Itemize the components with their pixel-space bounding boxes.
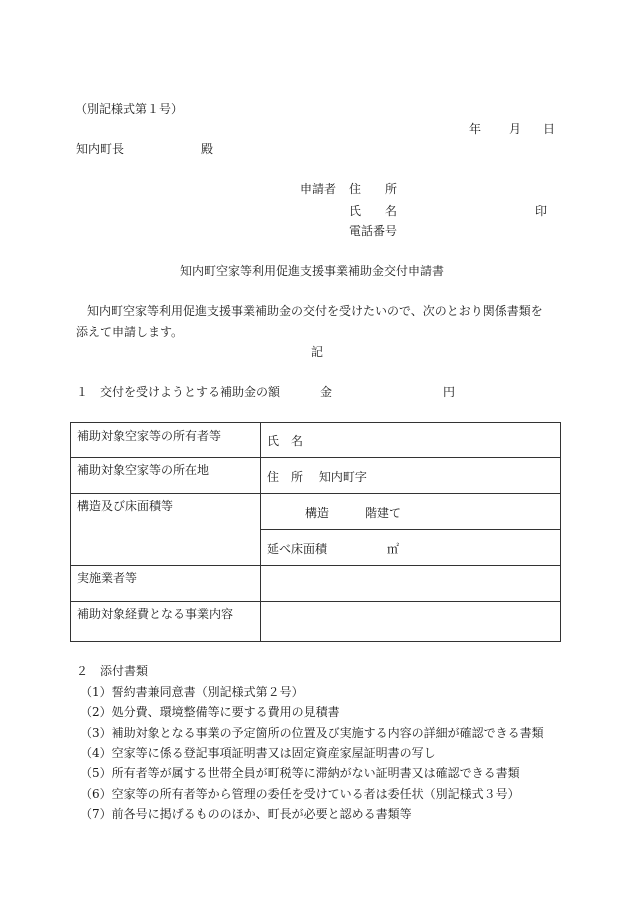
structure-value: 構造 階建て	[305, 506, 402, 520]
document-title: 知内町空家等利用促進支援事業補助金交付申請書	[180, 264, 445, 278]
owner-value: 氏 名	[267, 434, 304, 448]
addressee-honorific: 殿	[201, 142, 214, 156]
table-border-row1	[70, 457, 561, 458]
body-text-line1: 知内町空家等利用促進支援事業補助金の交付を受けたいので、次のとおり関係書類を	[87, 304, 543, 318]
table-border-right	[560, 422, 561, 642]
attachment-item: （6）空家等の所有者等から管理の委任を受けている者は委任状（別記様式３号）	[80, 787, 520, 801]
date-day: 日	[543, 122, 556, 136]
attachment-item: （2）処分費、環境整備等に要する費用の見積書	[80, 705, 340, 719]
applicant-label: 申請者	[300, 182, 337, 196]
attachment-item: （5）所有者等が属する世帯全員が町税等に滞納がない証明書又は確認できる書類	[80, 766, 520, 780]
table-border-row4	[70, 601, 561, 602]
table-border-bottom	[70, 641, 561, 642]
table-border-row3	[70, 565, 561, 566]
table-border-top	[70, 422, 561, 423]
floor-area-value: 延べ床面積 ㎡	[267, 542, 400, 556]
table-border-left	[70, 422, 71, 642]
section1-label: １ 交付を受けようとする補助金の額	[76, 385, 281, 399]
attachment-item: （3）補助対象となる事業の予定箇所の位置及び実施する内容の詳細が確認できる書類	[80, 726, 544, 740]
addressee-name: 知内町長	[76, 142, 125, 156]
table-border-row2	[70, 493, 561, 494]
seal-mark: 印	[535, 204, 548, 218]
attachment-item: （1）誓約書兼同意書（別記様式第２号）	[80, 685, 304, 699]
content-label: 補助対象経費となる事業内容	[77, 607, 234, 621]
structure-label: 構造及び床面積等	[77, 499, 174, 513]
owner-label: 補助対象空家等の所有者等	[77, 429, 222, 443]
table-border-divider	[260, 422, 261, 642]
section1-currency-prefix: 金	[320, 385, 333, 399]
location-value: 住 所 知内町字	[267, 470, 367, 484]
date-year: 年	[469, 122, 482, 136]
date-month: 月	[509, 122, 522, 136]
applicant-address-label: 住 所	[349, 182, 398, 196]
subsidy-details-table	[70, 422, 561, 642]
attachment-item: （4）空家等に係る登記事項証明書又は固定資産家屋証明書の写し	[80, 746, 436, 760]
applicant-phone-label: 電話番号	[349, 224, 398, 238]
table-border-structure-mid	[260, 529, 561, 530]
ki-mark: 記	[311, 345, 324, 359]
applicant-name-label: 氏 名	[349, 204, 398, 218]
contractor-label: 実施業者等	[77, 571, 138, 585]
body-text-line2: 添えて申請します。	[76, 325, 184, 339]
section1-unit: 円	[443, 385, 456, 399]
form-number: （別記様式第１号）	[75, 102, 184, 116]
location-label: 補助対象空家等の所在地	[77, 463, 210, 477]
attachment-item: （7）前各号に掲げるもののほか、町長が必要と認める書類等	[80, 807, 412, 821]
section2-label: ２ 添付書類	[76, 664, 149, 678]
